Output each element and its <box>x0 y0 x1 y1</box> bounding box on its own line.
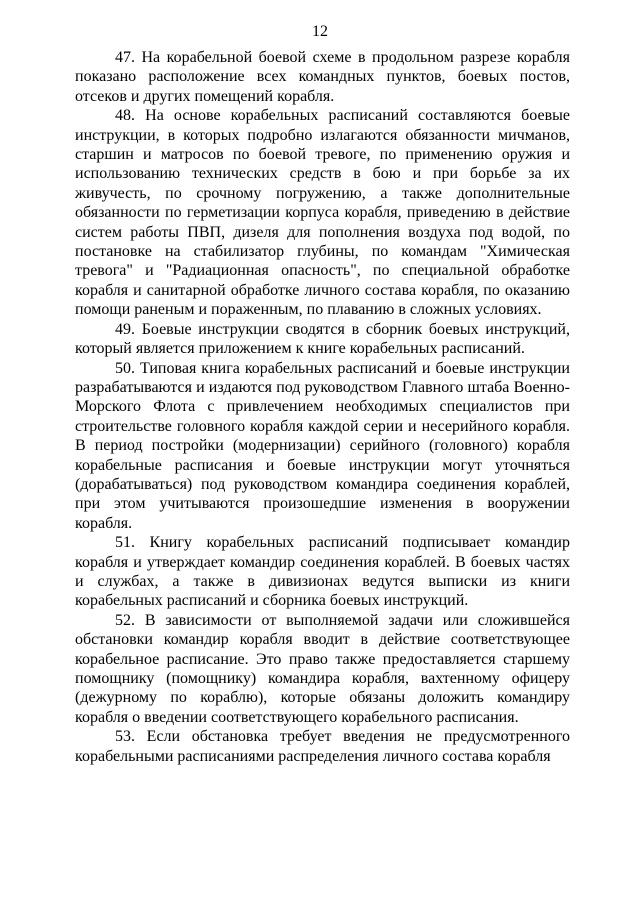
paragraph-50: 50. Типовая книга корабельных расписаний и боевые инструкции разрабатываются и издаются под руководством Главного штаба Военно-Морского Флота с привлечением необходимых специалистов при строительстве головного корабля каждой серии и несерийного корабля. В период постройки (модернизации) серийного (головного) корабля корабельные расписания и боевые инструкции могут уточняться (дорабатываться) под руководством командира соединения кораблей, при этом учитываются произошедшие изменения в вооружении корабля. <box>75 359 570 532</box>
paragraph-53: 53. Если обстановка требует введения не предусмотренного корабельными расписаниями распределения личного состава корабля <box>75 728 570 765</box>
paragraph-48: 48. На основе корабельных расписаний составляются боевые инструкции, в которых подробно излагаются обязанности мичманов, старшин и матросов по боевой тревоге, по применению оружия и использованию технических средств в бою и при борьбе за их живучесть, по срочному погружению, а также дополнительные обязанности по герметизации корпуса корабля, приведению в действие систем работы ПВП, дизеля для пополнения воздуха под водой, по постановке на стабилизатор глубины, по командам "Химическая тревога" и "Радиационная опасность", по специальной обработке корабля и санитарной обработке личного состава корабля, по оказанию помощи раненым и пораженным, по плаванию в сложных условиях. <box>75 107 570 319</box>
paragraph-49: 49. Боевые инструкции сводятся в сборник боевых инструкций, который является приложением к книге корабельных расписаний. <box>75 320 570 358</box>
paragraph-51: 51. Книгу корабельных расписаний подписывает командир корабля и утверждает командир соединения кораблей. В боевых частях и службах, а также в дивизионах ведутся выписки из книги корабельных расписаний и сборника боевых инструкций. <box>75 534 570 610</box>
paragraph-52: 52. В зависимости от выполняемой задачи или сложившейся обстановки командир корабля вводит в действие соответствующее корабельное расписание. Это право также предоставляется старшему помощнику (помощнику) командира корабля, вахтенному офицеру (дежурному по кораблю), которые обязаны доложить командиру корабля о введении соответствующего корабельного расписания. <box>75 611 570 726</box>
page-number: 12 <box>312 23 328 40</box>
document-body <box>75 48 570 766</box>
paragraph-47: 47. На корабельной боевой схеме в продольном разрезе корабля показано расположение всех командных пунктов, боевых постов, отсеков и других помещений корабля. <box>75 49 570 105</box>
